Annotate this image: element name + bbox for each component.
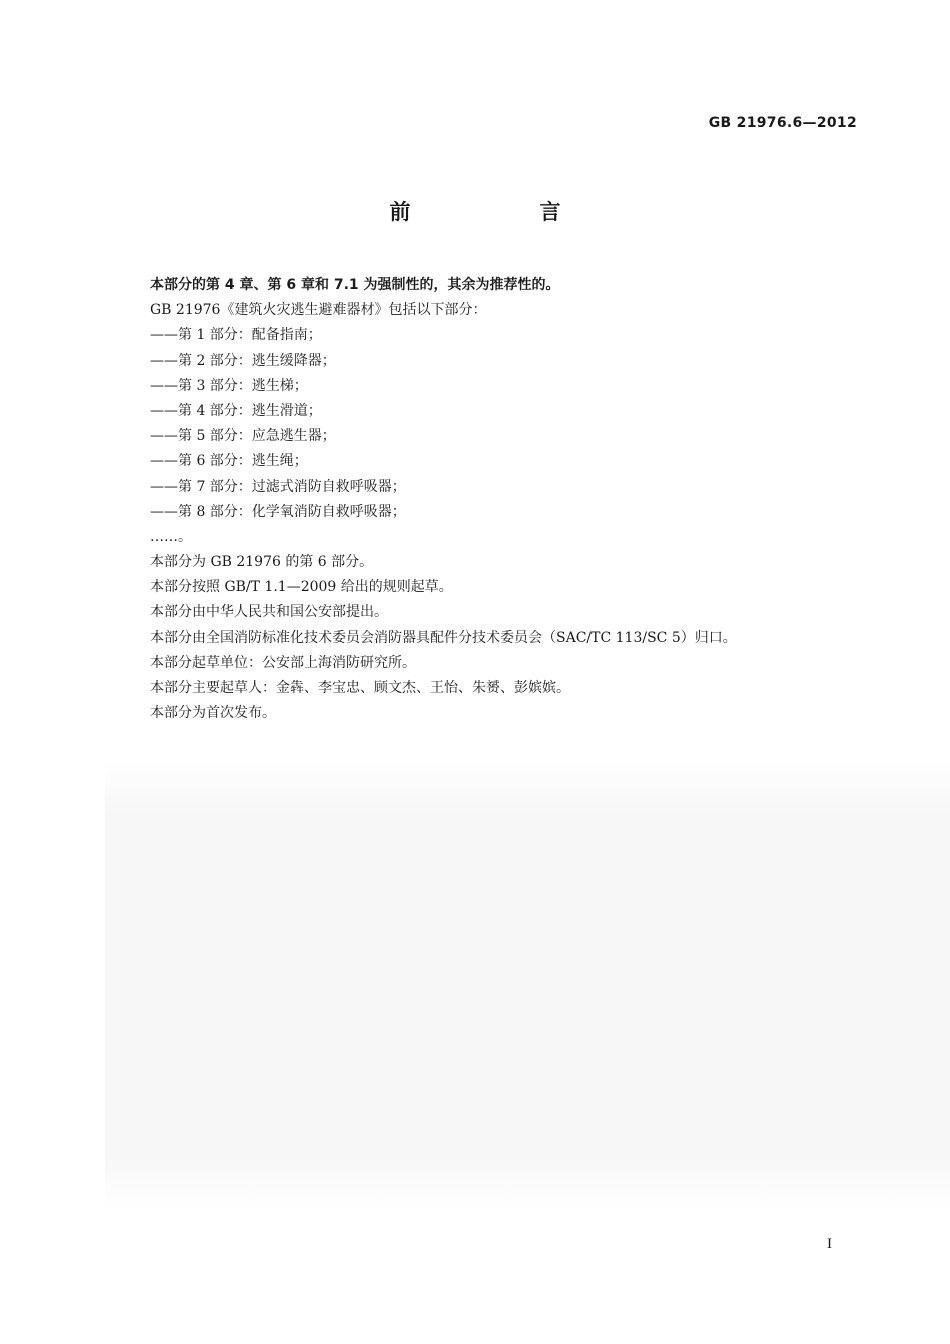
list-item: ——第 5 部分：应急逃生器； xyxy=(150,428,336,445)
paragraph: 本部分为 GB 21976 的第 6 部分。 xyxy=(150,554,374,571)
paragraph: 本部分由全国消防标准化技术委员会消防器具配件分技术委员会（SAC/TC 113/SC 5）归口。 xyxy=(150,629,737,646)
list-ellipsis: ……。 xyxy=(150,528,192,545)
paragraph: 本部分为首次发布。 xyxy=(150,705,276,722)
paragraph: 本部分主要起草人：金犇、李宝忠、顾文杰、王怡、朱赟、彭嫔嫔。 xyxy=(150,680,570,696)
list-item: ——第 3 部分：逃生梯； xyxy=(150,377,308,394)
foreword-body xyxy=(150,273,850,726)
paragraph: 本部分由中华人民共和国公安部提出。 xyxy=(150,604,388,621)
page-title: 前 言 xyxy=(389,200,615,224)
list-item: ——第 7 部分：过滤式消防自救呼吸器； xyxy=(150,478,406,495)
list-item: ——第 1 部分：配备指南； xyxy=(150,327,322,344)
standard-code: GB 21976.6—2012 xyxy=(708,115,857,131)
list-item: ——第 4 部分：逃生滑道； xyxy=(150,402,322,419)
list-item: ——第 6 部分：逃生绳； xyxy=(150,453,308,470)
page-number: I xyxy=(827,1236,832,1252)
paragraph: 本部分按照 GB/T 1.1—2009 给出的规则起草。 xyxy=(150,579,453,596)
list-item: ——第 2 部分：逃生缓降器； xyxy=(150,352,336,369)
paragraph: 本部分起草单位：公安部上海消防研究所。 xyxy=(150,654,416,671)
list-item: ——第 8 部分：化学氧消防自救呼吸器； xyxy=(150,503,406,520)
scan-shading xyxy=(105,760,950,1210)
series-intro: GB 21976《建筑火灾逃生避难器材》包括以下部分： xyxy=(150,302,487,319)
mandatory-statement: 本部分的第 4 章、第 6 章和 7.1 为强制性的，其余为推荐性的。 xyxy=(150,277,560,293)
